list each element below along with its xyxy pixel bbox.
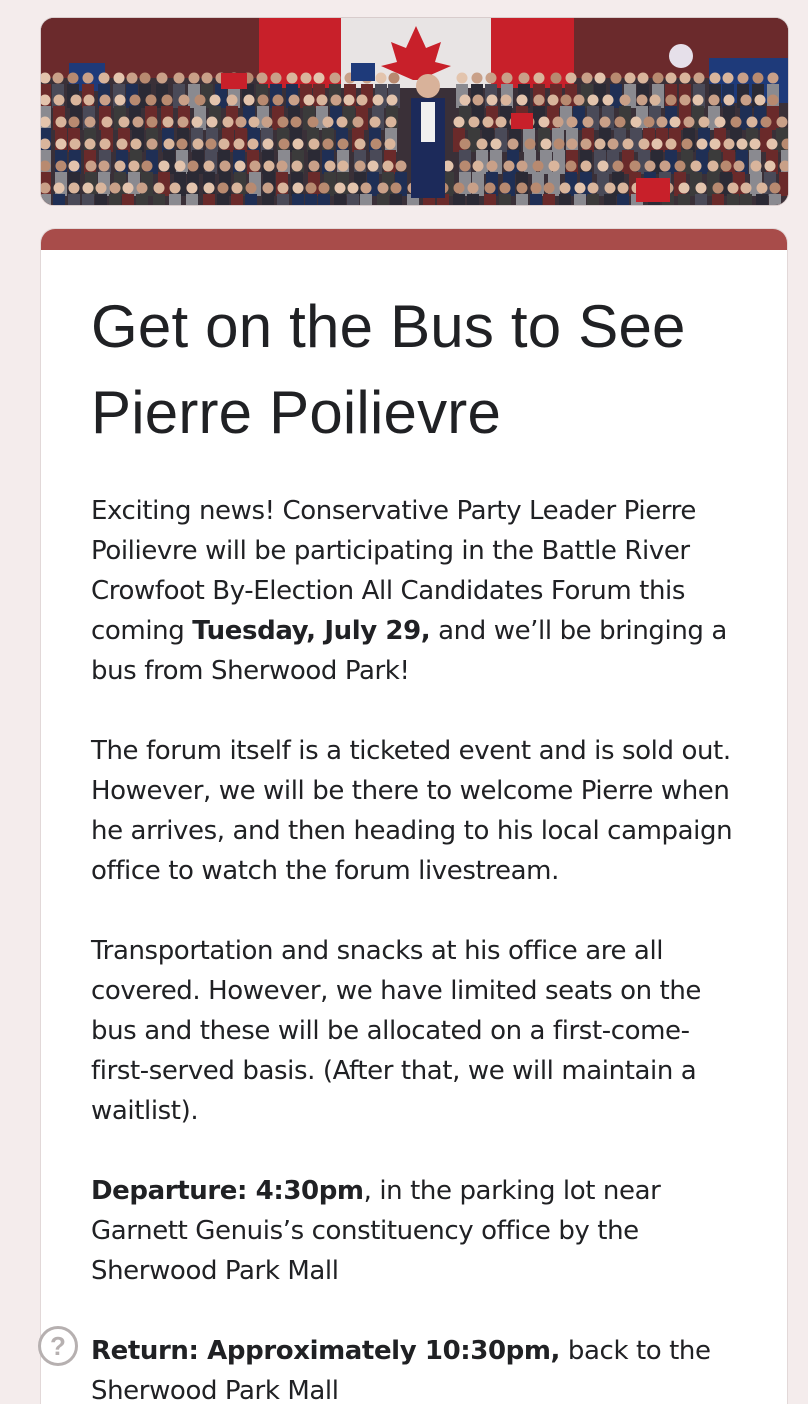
desc-paragraph-departure <box>91 1171 737 1291</box>
desc-intro-date: Tuesday, July 29, <box>192 616 431 646</box>
desc-intro-text: Exciting news! Conservative Party Leader Pierre Poilievre will be participating in the Battle River Crowfoot By-Election All Candidates Forum this coming <box>91 496 696 646</box>
form-description <box>91 491 737 1404</box>
desc-intro-text-end: and we’ll be bringing a bus from Sherwood Park! <box>91 616 727 686</box>
return-label: Return: Approximately 10:30pm, <box>91 1336 561 1366</box>
form-title-line1: Get on the Bus to See <box>91 293 686 360</box>
desc-paragraph-transport: Transportation and snacks at his office are all covered. However, we have limited seats on the bus and these will be allocated on a first-come-first-served basis. (After that, we will maintain a waitlist). <box>91 936 701 1126</box>
desc-paragraph-return <box>91 1331 737 1404</box>
form-title <box>91 284 737 456</box>
departure-label: Departure: 4:30pm <box>91 1176 364 1206</box>
form-header-card <box>41 229 787 1404</box>
form-title-line2: Pierre Poilievre <box>91 379 502 446</box>
desc-paragraph-forum: The forum itself is a ticketed event and is sold out. However, we will be there to welcome Pierre when he arrives, and then heading to his local campaign office to watch the forum livestream. <box>91 736 733 886</box>
return-text: back to the Sherwood Park Mall <box>91 1336 711 1404</box>
desc-paragraph-intro <box>91 491 737 691</box>
departure-text: , in the parking lot near Garnett Genuis’s constituency office by the Sherwood Park Mall <box>91 1176 661 1286</box>
header-banner-image <box>40 17 789 206</box>
help-icon[interactable]: ? <box>38 1326 78 1366</box>
card-accent-bar <box>41 229 787 250</box>
